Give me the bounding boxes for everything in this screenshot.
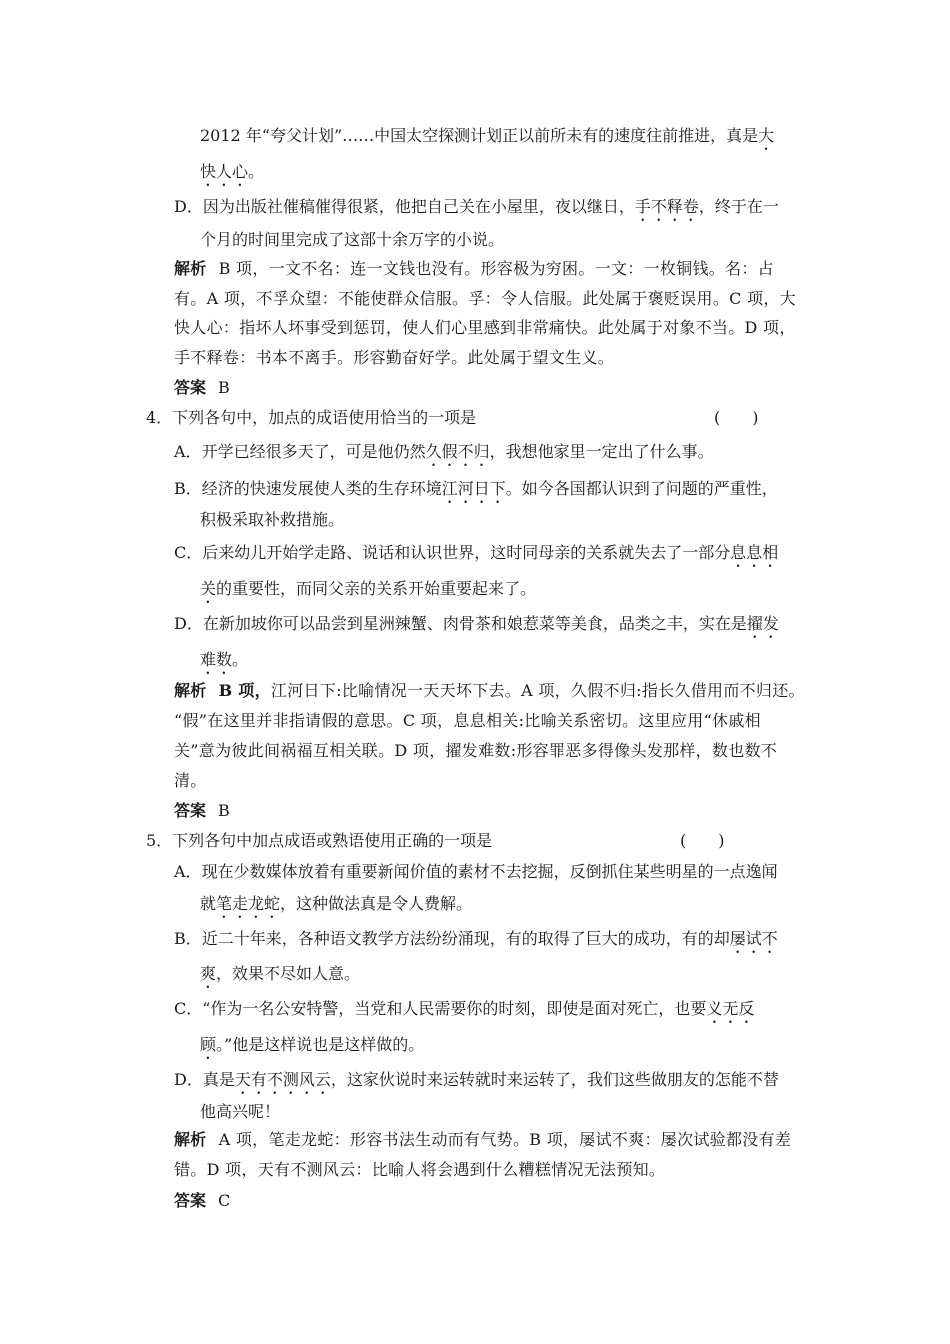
q5-option-d-text-pre: 真是 <box>202 1070 235 1089</box>
q3-analysis-text-1: B 项，一文不名：连一文钱也没有。形容极为穷困。一文：一枚铜钱。名：占 <box>218 259 774 278</box>
q4-answer <box>174 799 230 823</box>
q5-option-d-line1 <box>174 1068 779 1098</box>
q3-answer-value: B <box>218 378 230 397</box>
q5-stem <box>146 829 492 853</box>
q4-option-b-line1 <box>174 477 778 507</box>
q5-option-c-text-2: 。”他是这样说也是这样做的。 <box>216 1035 425 1054</box>
q4-option-d-line2 <box>200 648 248 678</box>
q3-option-c-text-2: 。 <box>248 162 265 181</box>
q5-answer <box>174 1189 230 1213</box>
q5-answer-label: 答案 <box>174 1191 207 1210</box>
q5-option-b-dotted-2: 爽 <box>200 964 217 983</box>
q3-option-d-text-post: ，终于在一 <box>698 197 779 216</box>
q5-answer-value: C <box>218 1191 231 1210</box>
q5-option-d-text-2: 他高兴呢！ <box>200 1102 281 1121</box>
q5-option-c-text: “作为一名公安特警，当党和人民需要你的时刻，即使是面对死亡，也要 <box>202 999 707 1018</box>
q5-analysis-line1 <box>174 1128 791 1152</box>
q3-option-d-label: D． <box>174 197 203 216</box>
q4-analysis-text-3: 关”意为彼此间祸福互相关联。D 项，擢发难数:形容罪恶多得像头发那样，数也数不 <box>174 741 778 760</box>
q5-option-d-text-post: ，这家伙说时来运转就时来运转了，我们这些做朋友的怎能不替 <box>330 1070 779 1089</box>
q4-option-d-text-2: 。 <box>232 650 249 669</box>
q3-analysis-text-2: 有。A 项，不孚众望：不能使群众信服。孚：令人信服。此处属于褒贬误用。C 项，大 <box>174 289 796 308</box>
q4-analysis-lead: B 项， <box>218 681 271 700</box>
q4-stem-text: 4．下列各句中，加点的成语使用恰当的一项是 <box>146 408 477 427</box>
q4-option-a-dotted: 久假不归 <box>425 442 490 461</box>
q5-option-d-line2 <box>200 1100 280 1124</box>
q5-option-d-dotted: 天有不测风云 <box>234 1070 331 1089</box>
q5-option-c-label: C． <box>174 999 203 1018</box>
q3-analysis-line4 <box>174 346 614 370</box>
q4-option-d-dotted-2: 难数 <box>200 650 233 669</box>
q3-analysis-line3 <box>174 316 796 340</box>
q4-option-d-text: 在新加坡你可以品尝到星洲辣蟹、肉骨茶和娘惹菜等美食，品类之丰，实在是 <box>202 614 747 633</box>
q5-option-b-line1 <box>174 927 778 957</box>
q4-option-c-line2 <box>200 577 536 607</box>
q5-option-c-dotted: 义无反 <box>706 999 755 1018</box>
q3-option-c-dotted: 大 <box>758 126 775 145</box>
q5-option-c-dotted-2: 顾 <box>200 1035 217 1054</box>
q3-analysis-line2 <box>174 287 796 311</box>
q5-option-a-text: 现在少数媒体放着有重要新闻价值的素材不去挖掘，反倒抓住某些明星的一点逸闻 <box>201 862 778 881</box>
q3-option-d-line1 <box>174 195 779 225</box>
q5-analysis-text-2: 错。D 项，天有不测风云：比喻人将会遇到什么糟糕情况无法预知。 <box>174 1160 666 1179</box>
q5-option-a-text-post: ，这种做法真是令人费解。 <box>280 894 473 913</box>
q3-analysis-line1 <box>174 257 774 281</box>
q3-option-c-text: 2012 年“夸父计划”……中国太空探测计划正以前所未有的速度往前推进，真是 <box>200 126 759 145</box>
q4-analysis-text-1: 江河日下:比喻情况一天天坏下去。A 项，久假不归:指长久借用而不归还。 <box>270 681 805 700</box>
q5-option-a-line1 <box>174 860 778 884</box>
q5-stem-text: 5．下列各句中加点成语或熟语使用正确的一项是 <box>146 831 493 850</box>
q3-answer <box>174 376 230 400</box>
q5-option-b-label: B． <box>174 929 202 948</box>
q3-option-d-text-2: 个月的时间里完成了这部十余万字的小说。 <box>200 230 505 249</box>
q3-analysis-text-4: 手不释卷：书本不离手。形容勤奋好学。此处属于望文生义。 <box>174 348 615 367</box>
q5-option-c-line2 <box>200 1033 424 1063</box>
q5-option-b-text-2: ，效果不尽如人意。 <box>216 964 361 983</box>
q4-option-b-text-2: 积极采取补救措施。 <box>200 510 345 529</box>
q3-option-d-line2 <box>200 228 504 252</box>
q5-analysis-line2 <box>174 1158 665 1182</box>
q4-analysis-line1 <box>174 679 805 703</box>
q4-option-c-text: 后来幼儿开始学走路、说话和认识世界，这时同母亲的关系就失去了一部分 <box>202 543 731 562</box>
q4-option-c-text-2: 的重要性，而同父亲的关系开始重要起来了。 <box>216 579 537 598</box>
q4-option-c-dotted-2: 关 <box>200 579 217 598</box>
q4-answer-value: B <box>218 801 230 820</box>
q4-analysis-text-2: “假”在这里并非指请假的意思。C 项，息息相关:比喻关系密切。这里应用“休戚相 <box>174 711 761 730</box>
q4-option-c-label: C． <box>174 543 203 562</box>
q4-option-b-text-post: 。如今各国都认识到了问题的严重性， <box>505 479 778 498</box>
q5-option-c-line1 <box>174 997 754 1027</box>
q4-option-b-text: 经济的快速发展使人类的生存环境 <box>201 479 442 498</box>
q3-option-c-dotted-2: 快人心 <box>200 162 249 181</box>
q5-answer-paren: ( ) <box>680 831 725 850</box>
q5-option-a-label: A． <box>174 862 202 881</box>
q4-option-c-line1 <box>174 541 778 571</box>
q3-option-c-line2 <box>200 160 264 190</box>
q4-option-b-line2 <box>200 508 344 532</box>
q3-analysis-text-3: 快人心：指坏人坏事受到惩罚，使人们心里感到非常痛快。此处属于对象不当。D 项， <box>174 318 796 337</box>
q3-analysis-label: 解析 <box>174 259 207 278</box>
q4-option-c-dotted: 息息相 <box>730 543 779 562</box>
q4-answer-label: 答案 <box>174 801 207 820</box>
q5-analysis-label: 解析 <box>174 1130 207 1149</box>
q5-option-a-dotted: 笔走龙蛇 <box>216 894 281 913</box>
q4-analysis-line2 <box>174 709 761 733</box>
q4-option-d-line1 <box>174 612 779 642</box>
q4-analysis-text-4: 清。 <box>174 771 207 790</box>
q5-option-d-label: D． <box>174 1070 203 1089</box>
q4-stem <box>146 406 476 430</box>
q5-option-b-line2 <box>200 962 360 992</box>
q4-option-a-text: 开学已经很多天了，可是他仍然 <box>201 442 426 461</box>
q4-option-d-dotted: 擢发 <box>746 614 779 633</box>
q5-option-a-text-pre: 就 <box>200 894 217 913</box>
q4-answer-paren: ( ) <box>714 408 759 427</box>
q4-option-d-label: D． <box>174 614 203 633</box>
q5-analysis-text-1: A 项，笔走龙蛇：形容书法生动而有气势。B 项，屡试不爽：屡次试验都没有差 <box>218 1130 792 1149</box>
q5-option-b-text: 近二十年来，各种语文教学方法纷纷涌现，有的取得了巨大的成功，有的却 <box>201 929 730 948</box>
q4-option-a <box>174 440 714 470</box>
q3-answer-label: 答案 <box>174 378 207 397</box>
q3-option-c-line1 <box>200 124 774 154</box>
q4-analysis-label: 解析 <box>174 681 207 700</box>
q3-option-d-text: 因为出版社催稿催得很紧，他把自己关在小屋里，夜以继日， <box>202 197 635 216</box>
q4-option-a-text-post: ，我想他家里一定出了什么事。 <box>489 442 714 461</box>
q4-option-a-label: A． <box>174 442 202 461</box>
q4-analysis-line4 <box>174 769 207 793</box>
q5-option-a-line2 <box>200 892 472 922</box>
q4-option-b-dotted: 江河日下 <box>441 479 506 498</box>
q4-analysis-line3 <box>174 739 777 763</box>
q5-option-b-dotted: 屡试不 <box>729 929 778 948</box>
q3-option-d-dotted: 手不释卷 <box>634 197 699 216</box>
q4-option-b-label: B． <box>174 479 202 498</box>
